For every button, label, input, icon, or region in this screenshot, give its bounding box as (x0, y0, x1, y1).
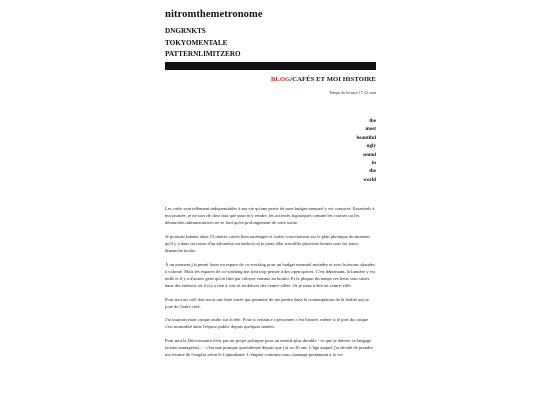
tagline-word: ugly (366, 143, 376, 150)
tagline-stack (336, 117, 376, 184)
article-paragraph: Les cafés sont tellement indispensables à ma vie qu'une partie de mon budget mensuel y est consacré. Essentiels à ma journée, je ne sors de chez moi que pour m'y rendre, les activités logistiques comme les courses ou les démarches administratives ne se font qu'en prolongement de cette sortie. (165, 206, 375, 226)
breadcrumb-separator: / (290, 76, 293, 83)
tagline-word: world (363, 176, 376, 183)
site-title[interactable]: nitromthemetronome (165, 9, 263, 20)
nav-link-tokyomentale[interactable]: TOKYOMENTALE (165, 38, 228, 47)
article-paragraph: Pour moi un café doit avoir une baie vitrée qui permette de me perdre dans la contemplation de la réalité qui se joue de l'autre côté. (165, 296, 369, 309)
nav-link-dngrnkts[interactable]: DNGRNKTS (165, 27, 206, 35)
breadcrumb-blog-link[interactable]: BLOG (270, 76, 291, 83)
main-nav (165, 26, 241, 61)
tagline-word: most (365, 126, 376, 133)
nav-link-patternlimitzero[interactable]: PATTERNLIMITZERO (165, 50, 241, 59)
header-divider-bar (165, 62, 376, 70)
tagline-word: the (369, 118, 376, 124)
article-paragraph: Pour moi la Décroissance n'est pas un projet politique pour un monde plus durable - ce que je déteste ce langage techno managérial... - c'est une pratique quotidienne depuis que j'ai eu 30 ans. L'âge auquel j'ai décidé de prendre ma retraite de l'emploi selon le Capitalisme. L'emploi contraint sous chantage permanent à la vie. (165, 337, 373, 358)
article-paragraph: Je pourrais habiter dans 15 mètres carrés bien aménagés et isolés correctement sur le plan phonique du moment qu'il y a dans un rayon d'un kilomètre un endroit où je peux aller travailler plusieurs heures tous les jours, dimanche inclus. (165, 233, 370, 254)
breadcrumb (271, 76, 376, 83)
article-body (165, 205, 376, 365)
reading-time: Temps de lecture 17-22 min (329, 90, 376, 95)
tagline-word: the (369, 168, 376, 175)
tagline-word: sound (362, 151, 376, 158)
article-paragraph: J'ai toujours mon casque audio sur la tête. Pour si certain.e.s personnes c'est bizarre, même si le port du casque s'est normalisé dans l'espace public depuis quelques années. (165, 317, 369, 330)
tagline-word: beautiful (356, 134, 376, 141)
article-paragraph: À un moment j'ai pensé louer un espace de co-working pour un budget mensuel moindre et avec boissons chaudes à volonté. Mais les espaces de co-working me font trop penser à des open spaces. C'est déprimant, la lumière y est nulle et il y a d'autres gens qu'on finit par côtoyer comme au boulot. Et la plupart du temps ces lieux sont situés dans des endroits où il n'y a rien à voir et en dehors des centre-villes. Or je tiens à être en centre-ville. (165, 261, 375, 289)
tagline-word: in (371, 160, 376, 167)
page-title: CAFÉS ET MOI HISTOIRE (292, 76, 376, 83)
